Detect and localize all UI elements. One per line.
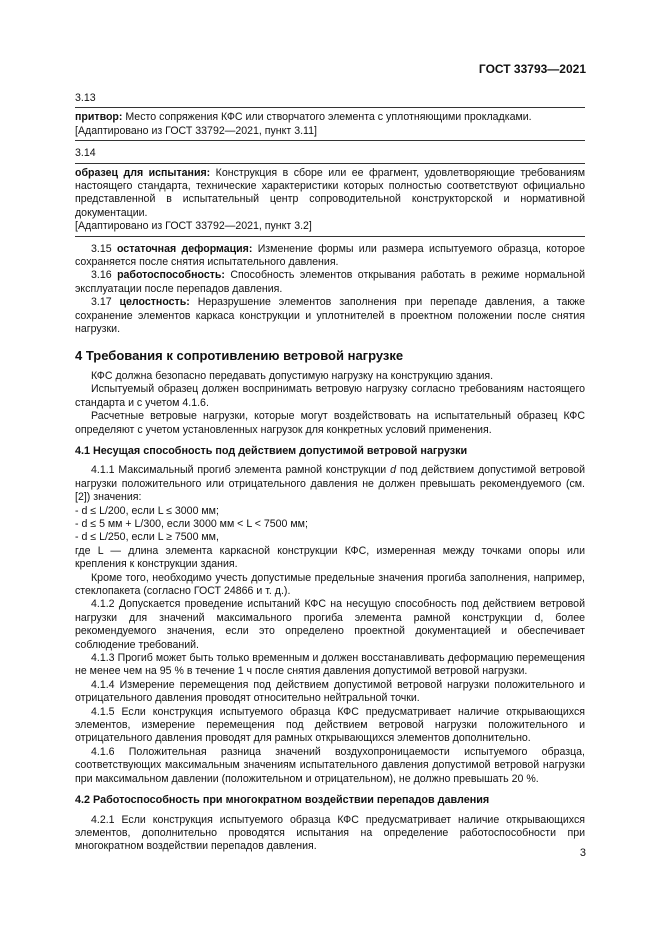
list-item: - d ≤ L/200, если L ≤ 3000 мм; bbox=[75, 504, 219, 517]
page-number: 3 bbox=[579, 847, 586, 859]
paragraph-4-1-3: 4.1.3 Прогиб может быть только временным и должен восстанавливать деформацию перемещения не менее чем на 95 % в течение 1 ч после снятия давления допустимой ветровой нагрузки. bbox=[75, 652, 585, 678]
term-name: образец для испытания: bbox=[75, 166, 211, 179]
term-definition: образец для испытания: Конструкция в сборе или ее фрагмент, удовлетворяющие требованиям настоящего стандарта, технические характеристики которых полностью соответствуют официально представленной в испытательный центр сопроводительной конструкторской и нормативной документации. bbox=[75, 166, 585, 219]
paragraph-4-1-1: 4.1.1 Максимальный прогиб элемента рамной конструкции d под действием допустимой ветровой нагрузки положительного или отрицательного давления не должен превышать рекомендуемого (см. [2]) значения: bbox=[75, 464, 586, 504]
term-source: [Адаптировано из ГОСТ 33792—2021, пункт 3.2] bbox=[75, 220, 312, 233]
term-paragraph: 3.17 целостность: Неразрушение элементов заполнения при перепаде давления, а также сохранение элементов каркаса конструкции и уплотнителей в проектном положении после снятия нагрузки. bbox=[75, 296, 586, 336]
document-code: ГОСТ 33793—2021 bbox=[478, 62, 586, 76]
term-box bbox=[75, 163, 585, 237]
list-item: - d ≤ 5 мм + L/300, если 3000 мм < L < 7500 мм; bbox=[75, 517, 308, 530]
paragraph-4-2-1: 4.2.1 Если конструкция испытуемого образца КФС предусматривает наличие открывающихся элементов, дополнительно проводятся испытания на определение работоспособности при многократном воздействии перепадов давления. bbox=[75, 813, 585, 853]
term-number: 3.13 bbox=[75, 92, 96, 104]
subsection-heading: 4.2 Работоспособность при многократном воздействии перепадов давления bbox=[75, 794, 490, 807]
term-paragraph: 3.16 работоспособность: Способность элементов открывания работать в режиме нормальной эксплуатации после перепадов давления. bbox=[75, 269, 585, 295]
paragraph-4-1-5: 4.1.5 Если конструкция испытуемого образца КФС предусматривает наличие открывающихся элементов, измерение перемещения под действием ветровой нагрузки положительного и отрицательного давления проводят для рамных открывающихся элементов дополнительно. bbox=[75, 705, 585, 745]
paragraph: Расчетные ветровые нагрузки, которые могут воздействовать на испытательный образец КФС определяют с учетом установленных нагрузок для конкретных условий применения. bbox=[75, 410, 585, 436]
paragraph: где L — длина элемента каркасной конструкции КФС, измеренная между точками опоры или крепления к конструкции здания. bbox=[75, 544, 585, 571]
section-heading: 4 Требования к сопротивлению ветровой нагрузке bbox=[75, 347, 404, 363]
paragraph-4-1-6: 4.1.6 Положительная разница значений воздухопроницаемости испытуемого образца, соответствующих максимальным значениям испытательного давления допустимой ветровой нагрузки при максимальном давлении (положительном и отрицательном), не должно превышать 20 %. bbox=[75, 745, 585, 785]
subsection-heading: 4.1 Несущая способность под действием допустимой ветровой нагрузки bbox=[75, 444, 468, 457]
paragraph: Испытуемый образец должен воспринимать ветровую нагрузку согласно требованиям настоящего стандарта и с учетом 4.1.6. bbox=[75, 383, 585, 409]
term-name: притвор: bbox=[75, 111, 123, 124]
term-number: 3.14 bbox=[75, 147, 96, 160]
term-definition: притвор: Место сопряжения КФС или створчатого элемента с уплотняющими прокладками. bbox=[75, 111, 532, 124]
paragraph: КФС должна безопасно передавать допустимую нагрузку на конструкцию здания. bbox=[91, 369, 494, 382]
paragraph: Кроме того, необходимо учесть допустимые предельные значения прогиба заполнения, например, стеклопакета (согласно ГОСТ 24866 и т. д.). bbox=[75, 571, 585, 597]
term-box bbox=[75, 107, 585, 141]
paragraph-4-1-2: 4.1.2 Допускается проведение испытаний КФС на несущую способность под действием ветровой нагрузки для значений максимального прогиба элемента рамной конструкции d, более рекомендуемого значения, если это определено проектной документацией и обеспечивает соблюдение требований. bbox=[75, 598, 585, 651]
paragraph-4-1-4: 4.1.4 Измерение перемещения под действием допустимой ветровой нагрузки положительного и отрицательного давления проводят относительно нейтральной точки. bbox=[75, 678, 585, 705]
document-body bbox=[75, 92, 585, 854]
list-item: - d ≤ L/250, если L ≥ 7500 мм, bbox=[75, 531, 219, 544]
term-source: [Адаптировано из ГОСТ 33792—2021, пункт 3.11] bbox=[75, 124, 317, 137]
term-paragraph: 3.15 остаточная деформация: Изменение формы или размера испытуемого образца, которое сохраняется после снятия испытательного давления. bbox=[75, 242, 586, 269]
